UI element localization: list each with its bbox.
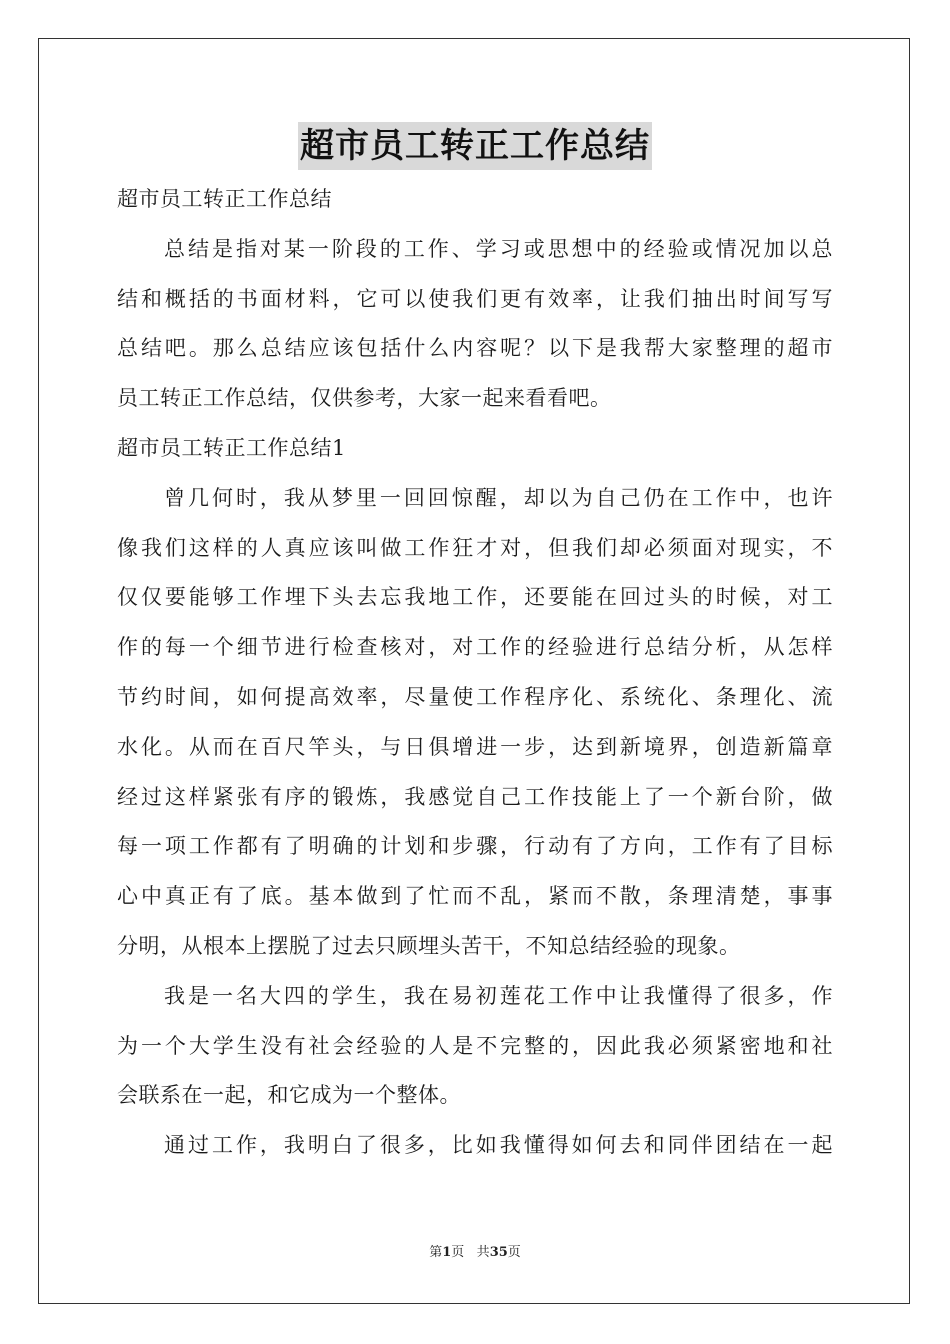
- page-number: 1: [442, 1245, 452, 1260]
- total-suffix: 页: [507, 1245, 521, 1260]
- text-line: 心中真正有了底。基本做到了忙而不乱，紧而不散，条理清楚，事事: [117, 884, 833, 909]
- text-line: 会联系在一起，和它成为一个整体。: [117, 1083, 461, 1108]
- total-prefix: 共: [476, 1245, 490, 1260]
- text-line: 曾几何时，我从梦里一回回惊醒，却以为自己仍在工作中，也许: [164, 485, 833, 510]
- text-line: 节约时间，如何提高效率，尽量使工作程序化、系统化、条理化、流: [117, 684, 833, 709]
- page-suffix: 页: [451, 1245, 465, 1260]
- text-line: 我是一名大四的学生，我在易初莲花工作中让我懂得了很多，作: [164, 983, 833, 1008]
- page-footer: [0, 1244, 950, 1262]
- text-line: 像我们这样的人真应该叫做工作狂才对，但我们却必须面对现实，不: [117, 535, 833, 560]
- text-line: 水化。从而在百尺竿头，与日俱增进一步，达到新境界，创造新篇章: [117, 734, 833, 759]
- document-body: [117, 175, 833, 1171]
- text-line: 通过工作，我明白了很多，比如我懂得如何去和同伴团结在一起: [164, 1133, 833, 1158]
- total-pages: 35: [489, 1245, 508, 1260]
- text-line: 总结是指对某一阶段的工作、学习或思想中的经验或情况加以总: [164, 236, 833, 261]
- text-line: 员工转正工作总结，仅供参考，大家一起来看看吧。: [117, 386, 612, 411]
- page-prefix: 第: [429, 1245, 443, 1260]
- document-title: 超市员工转正工作总结: [298, 122, 652, 170]
- text-line: 仅仅要能够工作埋下头去忘我地工作，还要能在回过头的时候，对工: [117, 585, 833, 610]
- text-line: 经过这样紧张有序的锻炼，我感觉自己工作技能上了一个新台阶，做: [117, 784, 833, 809]
- text-line: 超市员工转正工作总结: [117, 187, 332, 211]
- text-line: 每一项工作都有了明确的计划和步骤，行动有了方向，工作有了目标: [117, 834, 833, 859]
- text-line: 结和概括的书面材料，它可以使我们更有效率，让我们抽出时间写写: [117, 286, 833, 311]
- title-container: [0, 122, 950, 170]
- text-line: 总结吧。那么总结应该包括什么内容呢？以下是我帮大家整理的超市: [117, 336, 833, 361]
- text-line: 为一个大学生没有社会经验的人是不完整的，因此我必须紧密地和社: [117, 1033, 833, 1058]
- text-line: 超市员工转正工作总结1: [117, 435, 346, 460]
- text-line: 分明，从根本上摆脱了过去只顾埋头苦干，不知总结经验的现象。: [117, 933, 741, 958]
- text-line: 作的每一个细节进行检查核对，对工作的经验进行总结分析，从怎样: [117, 635, 833, 660]
